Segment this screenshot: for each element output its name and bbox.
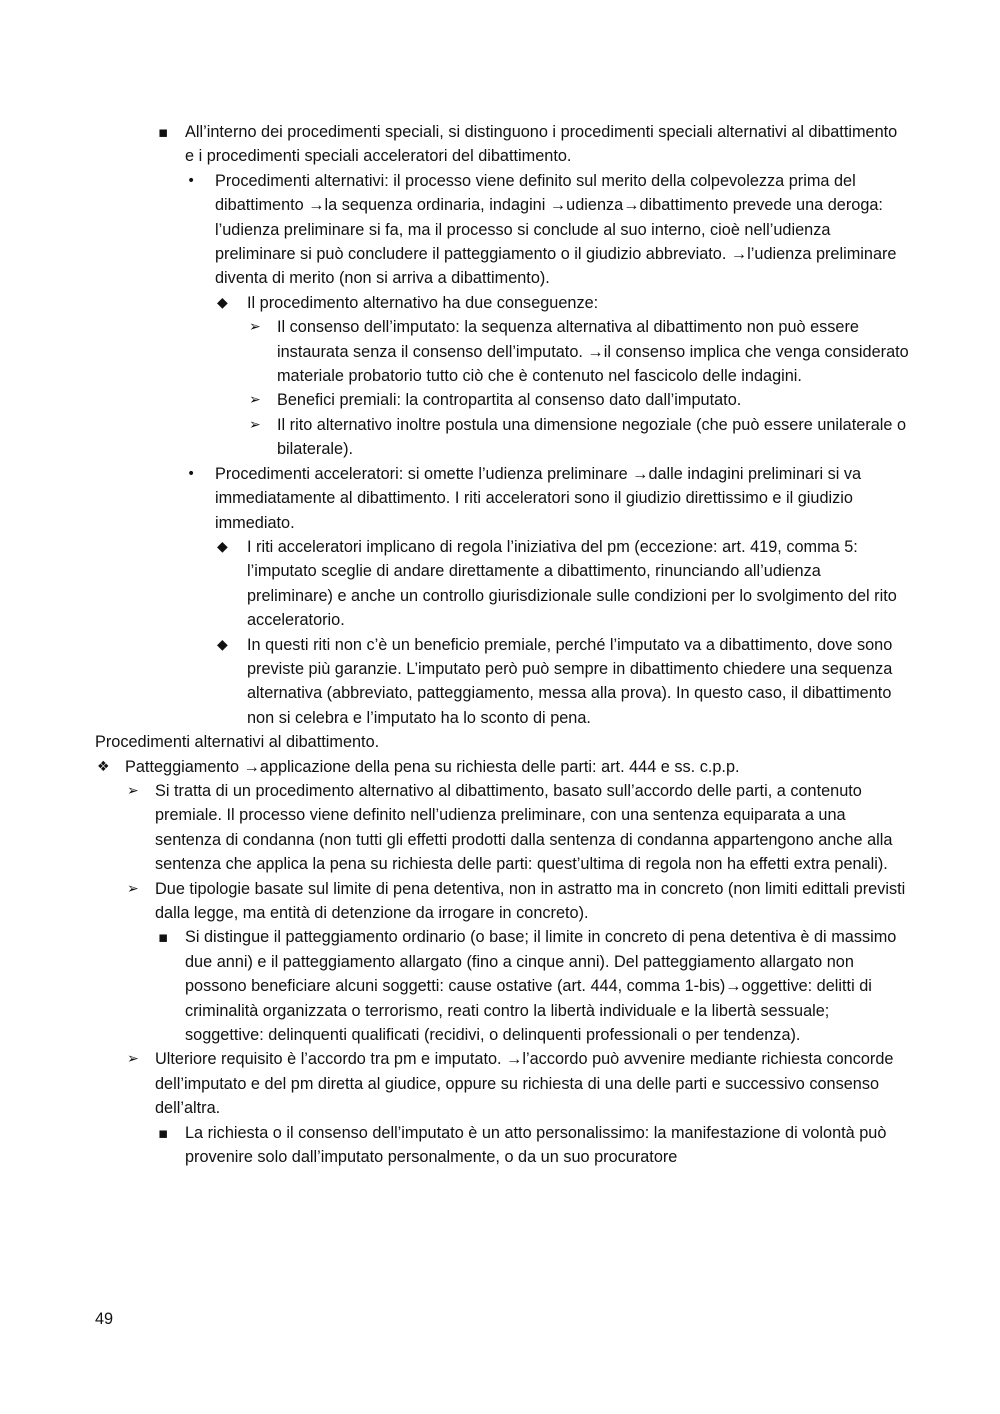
- list-item-text: Il consenso dell’imputato: la sequenza alternativa al dibattimento non può essere instaurata senza il consenso dell’imputato. →il consenso implica che venga considerato materiale probatorio tutto ciò che è contenuto nel fascicolo delle indagini.: [277, 318, 909, 386]
- list-item-text: Si distingue il patteggiamento ordinario (o base; il limite in concreto di pena detentiva è di massimo due anni) e il patteggiamento allargato (fino a cinque anni). Del patteggiamento allargato non possono beneficiare alcuni soggetti: cause ostative (art. 444, comma 1-bis)→oggettive: delitti di criminalità organizzata o terrorismo, reati contro la libertà individuale e la libertà sessuale; soggettive: delinquenti qualificati (recidivi, o delinquenti professionali o per tendenza).: [185, 928, 897, 1045]
- list-item: [95, 413, 910, 462]
- list-item: [95, 169, 910, 291]
- section-heading: Procedimenti alternativi al dibattimento.: [95, 733, 380, 752]
- list-item-text: Procedimenti acceleratori: si omette l’udienza preliminare →dalle indagini preliminari si va immediatamente al dibattimento. I riti acceleratori sono il giudizio direttissimo e il giudizio immediato.: [215, 464, 862, 532]
- diamond-bullet-icon: ◆: [217, 294, 228, 311]
- arrowhead-bullet-icon: ➢: [249, 392, 261, 409]
- arrowhead-bullet-icon: ➢: [127, 880, 139, 897]
- list-item-text: Patteggiamento →applicazione della pena su richiesta delle parti: art. 444 e ss. c.p.p.: [125, 757, 740, 776]
- list-item: [95, 1047, 910, 1120]
- list-item-text: In questi riti non c’è un beneficio premiale, perché l’imputato va a dibattimento, dove sono previste più garanzie. L’imputato però può sempre in dibattimento chiedere una sequenza alternativa (abbreviato, patteggiamento, messa alla prova). In questo caso, il dibattimento non si celebra e l’imputato ha lo sconto di pena.: [247, 635, 893, 727]
- list-item: [95, 633, 910, 731]
- arrowhead-bullet-icon: ➢: [249, 416, 261, 433]
- list-item: [95, 291, 910, 315]
- list-item: [95, 779, 910, 877]
- arrowhead-bullet-icon: ➢: [127, 1051, 139, 1068]
- arrowhead-bullet-icon: ➢: [127, 782, 139, 799]
- square-bullet-icon: ▪: [158, 123, 169, 141]
- list-item: [95, 755, 910, 779]
- arrowhead-bullet-icon: ➢: [249, 319, 261, 336]
- list-item-text: All’interno dei procedimenti speciali, si distinguono i procedimenti speciali alternativi al dibattimento e i procedimenti speciali acceleratori del dibattimento.: [185, 123, 898, 166]
- list-item: [95, 315, 910, 388]
- list-item-text: I riti acceleratori implicano di regola l’iniziativa del pm (eccezione: art. 419, comma 5: l’imputato sceglie di andare direttamente a dibattimento, rinunciando all’udienza preliminare) e anche un controllo giurisdizionale sulle condizioni per lo svolgimento del rito acceleratorio.: [247, 537, 897, 630]
- page-number: 49: [95, 1310, 114, 1328]
- page-content: [95, 120, 910, 1169]
- list-item: [95, 535, 910, 633]
- round-bullet-icon: •: [187, 465, 196, 482]
- list-item: [95, 388, 910, 412]
- list-item-text: Si tratta di un procedimento alternativo al dibattimento, basato sull’accordo delle parti, a contenuto premiale. Il processo viene definito nell’udienza preliminare, con una sentenza equiparata a una sentenza di condanna (non tutti gli effetti prodotti dalla sentenza di condanna appartengono anche alla sentenza che applica la pena su richiesta delle parti: quest’ultima di regola non ha effetti extra penali).: [155, 781, 893, 874]
- list-item: [95, 877, 910, 926]
- four-diamond-bullet-icon: ❖: [97, 758, 110, 775]
- list-item-text: La richiesta o il consenso dell’imputato è un atto personalissimo: la manifestazione di volontà può provenire solo dall’imputato personalmente, o da un suo procuratore: [185, 1123, 887, 1167]
- diamond-bullet-icon: ◆: [217, 636, 228, 653]
- list-item-text: Procedimenti alternativi: il processo viene definito sul merito della colpevolezza prima del dibattimento →la sequenza ordinaria, indagini →udienza→dibattimento prevede una deroga: l’udienza preliminare si fa, ma il processo si conclude al suo interno, cioè nell’udienza preliminare si può concludere il patteggiamento o il giudizio abbreviato. →l’udienza preliminare diventa di merito (non si arriva a dibattimento).: [215, 171, 897, 288]
- round-bullet-icon: •: [187, 172, 196, 189]
- list-item: [95, 120, 910, 169]
- square-bullet-icon: ▪: [158, 1123, 169, 1142]
- list-item-text: Ulteriore requisito è l’accordo tra pm e imputato. →l’accordo può avvenire mediante richiesta concorde dell’imputato e del pm diretta al giudice, oppure su richiesta di una delle parti e successivo consenso dell’altra.: [155, 1050, 894, 1118]
- list-item-text: Due tipologie basate sul limite di pena detentiva, non in astratto ma in concreto (non limiti edittali previsti dalla legge, ma entità di detenzione da irrogare in concreto).: [155, 879, 906, 922]
- list-item: [95, 925, 910, 1047]
- list-item-text: Il procedimento alternativo ha due conseguenze:: [247, 293, 599, 312]
- diamond-bullet-icon: ◆: [217, 538, 228, 555]
- list-item: [95, 462, 910, 535]
- list-item: [95, 1121, 910, 1170]
- square-bullet-icon: ▪: [158, 928, 169, 947]
- list-item-text: Benefici premiali: la contropartita al consenso dato dall’imputato.: [277, 391, 742, 410]
- list-item-text: Il rito alternativo inoltre postula una dimensione negoziale (che può essere unilaterale o bilaterale).: [277, 415, 907, 459]
